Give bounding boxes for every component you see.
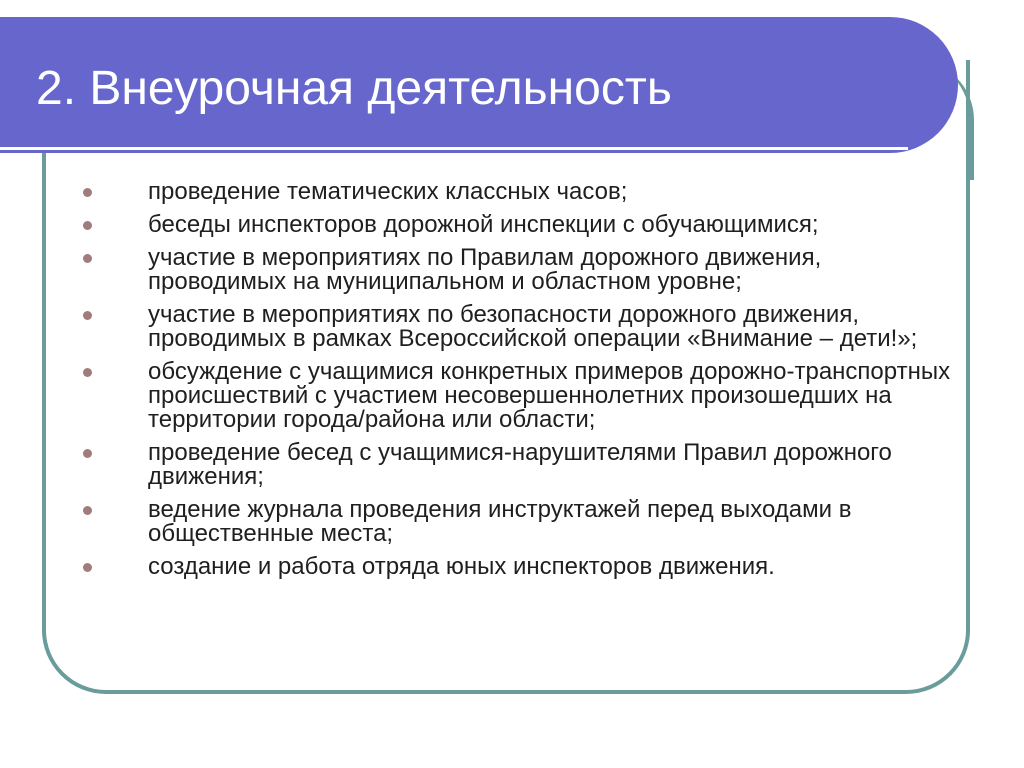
title-underline	[0, 147, 908, 150]
bullet-item	[80, 246, 960, 294]
bullet-dot-icon	[83, 506, 92, 515]
bullet-item	[80, 213, 960, 237]
bullet-item	[80, 360, 960, 432]
bullet-text: создание и работа отряда юных инспекторов движения.	[148, 553, 775, 580]
bullet-item	[80, 303, 960, 351]
bullet-text: ведение журнала проведения инструктажей перед выходами в общественные места;	[148, 496, 852, 547]
bullet-list	[80, 180, 960, 588]
title-bar	[0, 17, 958, 153]
bullet-item	[80, 180, 960, 204]
bullet-text: обсуждение с учащимися конкретных примеров дорожно-транспортных происшествий с участием несовершеннолетних произошедших на территории города/района или области;	[148, 358, 951, 433]
bullet-text: участие в мероприятиях по Правилам дорожного движения, проводимых на муниципальном и областном уровне;	[148, 244, 822, 295]
bullet-item	[80, 441, 960, 489]
bullet-dot-icon	[83, 254, 92, 263]
bullet-item	[80, 498, 960, 546]
bullet-dot-icon	[83, 563, 92, 572]
bullet-dot-icon	[83, 311, 92, 320]
slide-title: 2. Внеурочная деятельность	[36, 62, 672, 115]
bullet-dot-icon	[83, 449, 92, 458]
bullet-text: проведение тематических классных часов;	[148, 178, 628, 205]
bullet-text: участие в мероприятиях по безопасности дорожного движения, проводимых в рамках Всероссийской операции «Внимание – дети!»;	[148, 301, 918, 352]
bullet-item	[80, 555, 960, 579]
bullet-text: беседы инспекторов дорожной инспекции с обучающимися;	[148, 211, 819, 238]
bullet-dot-icon	[83, 221, 92, 230]
bullet-dot-icon	[83, 188, 92, 197]
bullet-dot-icon	[83, 368, 92, 377]
bullet-text: проведение бесед с учащимися-нарушителями Правил дорожного движения;	[148, 439, 892, 490]
